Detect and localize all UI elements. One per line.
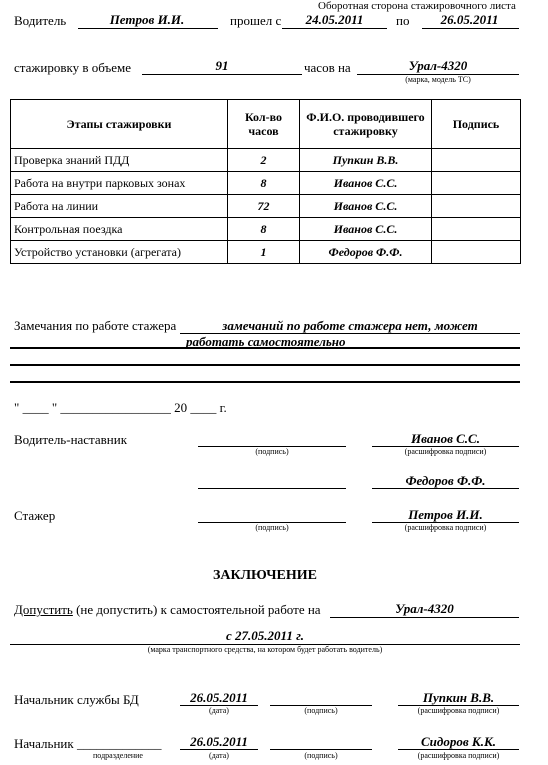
quote-open: " [14,400,20,415]
chief-bd-name: Пупкин В.В. [422,690,495,705]
remarks-line-2 [10,347,520,349]
driver-label: Водитель [14,13,67,28]
col-header-hours: Кол-во часов [228,100,300,149]
sign-cell [432,241,521,264]
stage-cell: Работа на линии [11,195,228,218]
chief-date: 26.05.2011 [190,734,248,749]
conclusion-vehicle: Урал-4320 [395,601,454,616]
date-from: 24.05.2011 [305,12,364,27]
remarks-label: Замечания по работе стажера [14,318,177,333]
col-header-stage: Этапы стажировки [11,100,228,149]
chief-bd-sign-caption: (подпись) [304,706,338,715]
stage-cell: Работа на внутри парковых зонах [11,172,228,195]
chief-bd-date: 26.05.2011 [190,690,248,705]
chief-blank: _____________ [76,736,162,751]
admit-word: Допустить [14,602,73,617]
person-cell: Пупкин В.В. [300,149,432,172]
vehicle-model: Урал-4320 [408,58,468,73]
trainee-name: Петров И.И. [408,507,483,522]
hours-cell: 8 [228,218,300,241]
year-prefix: 20 [174,400,188,415]
hours-cell: 72 [228,195,300,218]
chief-bd-label: Начальник службы БД [14,692,139,707]
driver-name-line [78,28,218,29]
mentor-sign-line-2 [198,488,346,489]
chief-bd-decode-caption: (расшифровка подписи) [417,706,500,715]
driver-name: Петров И.И. [109,12,185,27]
hours-cell: 1 [228,241,300,264]
chief-name: Сидоров К.К. [420,734,497,749]
mentor-sign-caption: (подпись) [255,447,289,456]
conclusion-title: ЗАКЛЮЧЕНИЕ [212,568,318,583]
chief-decode-caption: (расшифровка подписи) [417,751,500,760]
chief-unit-caption: подразделение [93,751,143,760]
conclusion-vehicle-line [330,617,519,618]
side-title: Оборотная сторона стажировочного листа [318,0,516,12]
stage-cell: Устройство установки (агрегата) [11,241,228,264]
admit-line [14,602,321,618]
mentor-name-line-2 [372,488,519,489]
year-suffix: г. [219,400,227,415]
table-row [11,241,521,264]
hours-total: 91 [215,58,229,73]
conclusion-caption: (марка транспортного средства, на котором будет работать водитель) [147,645,383,654]
chief-bd-date-caption: (дата) [209,706,229,715]
chief-label-text: Начальник [14,736,74,751]
chief-date-line [180,749,258,750]
date-from-line [282,28,387,29]
date-line [14,400,227,416]
mentor-name-1: Иванов С.С. [411,431,480,446]
remarks-line-3 [10,364,520,366]
remarks-text-2: работать самостоятельно [186,334,346,349]
chief-date-caption: (дата) [209,751,229,760]
person-cell: Иванов С.С. [300,172,432,195]
table-row [11,218,521,241]
stage-cell: Контрольная поездка [11,218,228,241]
chief-label [14,736,161,752]
sign-cell [432,218,521,241]
sign-cell [432,149,521,172]
chief-name-line [398,749,519,750]
table-row [11,195,521,218]
col-header-person: Ф.И.О. проводившего стажировку [300,100,432,149]
stage-cell: Проверка знаний ПДД [11,149,228,172]
table-header-row [11,100,521,149]
chief-sign-line [270,749,372,750]
year-blank: ____ [190,400,217,415]
month-blank: _________________ [60,400,171,415]
passed-from-label: прошел с [230,13,282,28]
person-cell: Иванов С.С. [300,195,432,218]
chief-sign-caption: (подпись) [304,751,338,760]
table-row [11,149,521,172]
hours-cell: 2 [228,149,300,172]
mentor-name-2: Федоров Ф.Ф. [405,473,486,488]
vehicle-caption: (марка, модель ТС) [405,75,471,84]
sign-cell [432,195,521,218]
date-to-line [422,28,519,29]
mentor-label: Водитель-наставник [14,432,128,447]
hours-on-label: часов на [304,60,351,75]
remarks-line-4 [10,381,520,383]
to-label: по [396,13,410,28]
mentor-decode-caption: (расшифровка подписи) [404,447,487,456]
date-to: 26.05.2011 [440,12,499,27]
admit-rest: (не допустить) к самостоятельной работе на [76,602,321,617]
trainee-label: Стажер [14,508,56,523]
volume-label: стажировку в объеме [14,60,132,75]
day-blank: ____ [22,400,49,415]
person-cell: Федоров Ф.Ф. [300,241,432,264]
stages-table [10,99,521,264]
hours-cell: 8 [228,172,300,195]
trainee-sign-caption: (подпись) [255,523,289,532]
col-header-sign: Подпись [432,100,521,149]
conclusion-from-date: с 27.05.2011 г. [226,628,304,643]
remarks-text-1: замечаний по работе стажера нет, может [222,318,478,333]
trainee-decode-caption: (расшифровка подписи) [404,523,487,532]
sign-cell [432,172,521,195]
quote-close: " [51,400,58,415]
hours-line [142,74,302,75]
table-row [11,172,521,195]
person-cell: Иванов С.С. [300,218,432,241]
